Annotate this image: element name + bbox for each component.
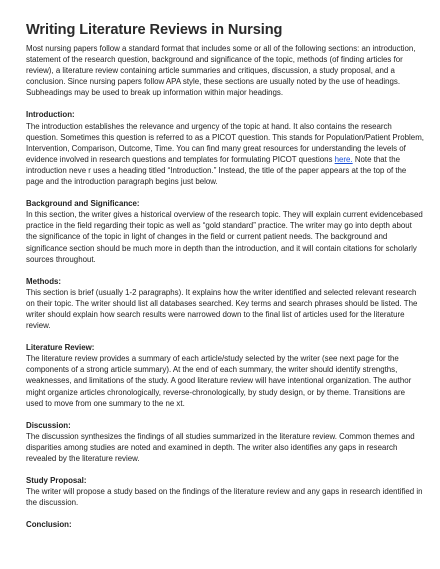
conclusion-heading: Conclusion: <box>26 520 72 530</box>
picot-resources-link[interactable]: here. <box>334 154 353 164</box>
study-proposal-text: The writer will propose a study based on the findings of the literature review and any gaps in research identified in the discussion. <box>26 487 423 508</box>
methods-heading: Methods: <box>26 276 62 286</box>
discussion-section <box>26 420 424 464</box>
literature-review-heading: Literature Review: <box>26 343 95 353</box>
study-proposal-heading: Study Proposal: <box>26 476 87 486</box>
introduction-heading: Introduction: <box>26 110 75 120</box>
conclusion-section <box>26 519 424 530</box>
discussion-heading: Discussion: <box>26 420 71 430</box>
background-section <box>26 198 424 265</box>
page-title: Writing Literature Reviews in Nursing <box>26 22 283 38</box>
introduction-text-continued: Note that the introduction neve r uses a heading titled “Introduction.” Instead, the title of the paper appears at the top of the page and the introduction paragraph begins just below. <box>26 154 407 187</box>
background-text: In this section, the writer gives a historical overview of the research topic. They will explain current evidencebased practice in the field regarding their topic as well as “gold standard” practice. The writer may go into depth about the significance of the topic in light of changes in the field or current patient needs. The background and significance section should be much more in depth than the introduction, and it will contain citations for scholarly sources throughout. <box>26 210 423 264</box>
methods-text: This section is brief (usually 1-2 paragraphs). It explains how the writer identified and selected relevant research on their topic. The writer should list all databases searched. Key terms and search phrases should be listed. The writer should explain how search results were narrowed down to the final list of articles used for the literature review. <box>26 287 418 331</box>
intro-paragraph: Most nursing papers follow a standard format that includes some or all of the following sections: an introduction, statement of the research question, background and significance of the topic, methods (of finding articles for review), a literature review containing article summaries and critiques, discussion, a study proposal, and a conclusion. Since nursing papers follow APA style, these sections are usually noted by the use of headings. Subheadings may be used to break up information within major headings. <box>26 44 416 98</box>
literature-review-section <box>26 342 424 409</box>
introduction-text: The introduction establishes the relevance and urgency of the topic at hand. It also contains the research question. Sometimes this question is referred to as a PICOT question. This stands for Population/Patient Problem, Intervention, Comparison, Outcome, Time. You can find many great resources for understanding the levels of evidence involved in research questions and templates for formulating PICOT questions <box>26 121 424 164</box>
discussion-text: The discussion synthesizes the findings of all studies summarized in the literature review. Common themes and disparities among studies are noted and examined in depth. The writer also identifies any gaps in research revealed by the literature review. <box>26 431 415 463</box>
methods-section <box>26 276 424 331</box>
literature-review-text: The literature review provides a summary of each article/study selected by the writer (see next page for the components of a strong article summary). At the end of each summary, the writer should identify strengths, weaknesses, and limitations of the study. A good literature review will have intentional organization. The author might organize articles chronologically, reverse-chronologically, by study design, or by theme. Transitions are used to move from one summary to the ne xt. <box>26 354 412 408</box>
introduction-section <box>26 109 424 187</box>
background-heading: Background and Significance: <box>26 199 140 209</box>
study-proposal-section <box>26 475 424 508</box>
